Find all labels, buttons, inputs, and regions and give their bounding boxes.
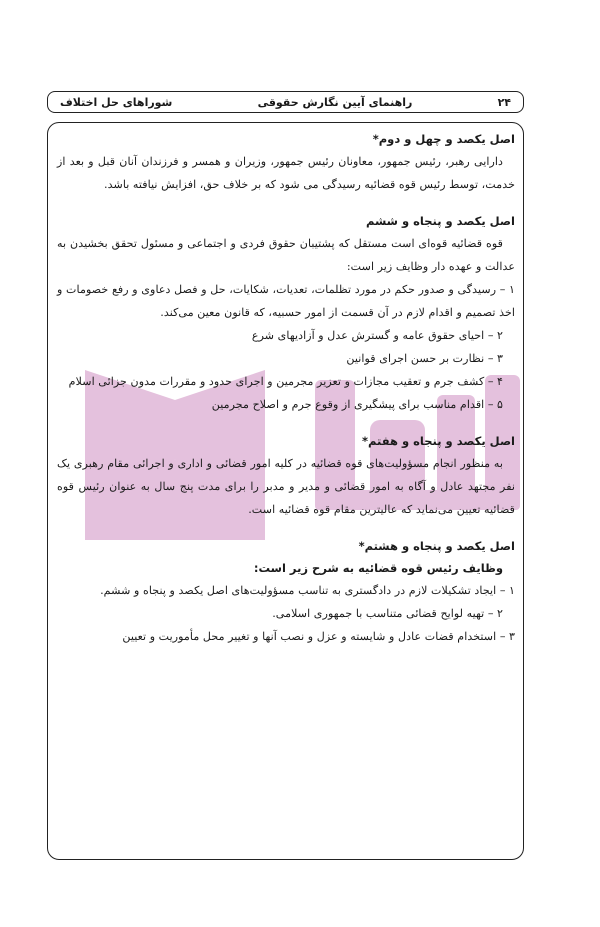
list-item: ۵ – اقدام مناسب برای پیشگیری از وقوع جرم و اصلاح مجرمین (211, 398, 503, 411)
page-number: ۲۴ (497, 95, 511, 109)
section-subtitle: وظایف رئیس قوه قضائیه به شرح زیر است: (253, 561, 503, 575)
book-title: راهنمای آیین نگارش حقوقی (257, 95, 413, 109)
section-intro: قوه قضائیه قوه‌ای است مستقل که پشتیبان حقوق فردی و اجتماعی و مسئول تحقق بخشیدن به عدالت و عهده دار وظایف زیر است: (57, 237, 515, 273)
running-header (47, 91, 524, 113)
list-item: ۲ – تهیه لوایح قضائی متناسب با جمهوری اسلامی. (272, 607, 503, 620)
section-title: اصل یکصد و پنجاه و ششم (365, 214, 515, 228)
list-item: ۳ – نظارت بر حسن اجرای قوانین (346, 352, 503, 365)
section-156 (57, 210, 515, 416)
page-text (57, 128, 515, 648)
section-157 (57, 430, 515, 521)
list-item: ۴ – کشف جرم و تعقیب مجازات و تعزیر مجرمین و اجرای حدود و مقررات مدون جزائی اسلام (68, 375, 503, 388)
chapter-title: شوراهای حل اختلاف (60, 95, 173, 109)
section-142 (57, 128, 515, 196)
section-body: دارایی رهبر، رئیس جمهور، معاونان رئیس جمهور، وزیران و همسر و فرزندان آنان قبل و بعد از خدمت، توسط رئیس قوه قضائیه رسیدگی می شود که بر خلاف حق، افزایش نیافته باشد. (57, 155, 515, 191)
list-item: ۱ – رسیدگی و صدور حکم در مورد تظلمات، تعدیات، شکایات، حل و فصل دعاوی و رفع خصومات و اخذ تصمیم و اقدام لازم در آن قسمت از امور حسبیه، که قانون معین می‌کند. (57, 283, 515, 319)
list-item: ۱ – ایجاد تشکیلات لازم در دادگستری به تناسب مسؤولیت‌های اصل یکصد و پنجاه و ششم. (100, 584, 515, 597)
section-body: به منظور انجام مسؤولیت‌های قوه قضائیه در کلیه امور قضائی و اداری و اجرائی مقام رهبری یک نفر مجتهد عادل و آگاه به امور قضائی و مدیر و مدبر را برای مدت پنج سال به عنوان رئیس قوه قضائیه تعیین می‌نماید که عالیترین مقام قوه قضائیه است. (57, 457, 515, 516)
list-item: ۳ – استخدام قضات عادل و شایسته و عزل و نصب آنها و تغییر محل مأموریت و تعیین (122, 630, 515, 643)
section-158 (57, 535, 515, 648)
list-item: ۲ – احیای حقوق عامه و گسترش عدل و آزادیهای شرع (251, 329, 503, 342)
section-title: اصل یکصد و پنجاه و هفتم* (362, 434, 515, 448)
section-title: اصل یکصد و پنجاه و هشتم* (358, 539, 515, 553)
section-title: اصل یکصد و چهل و دوم* (372, 132, 515, 146)
